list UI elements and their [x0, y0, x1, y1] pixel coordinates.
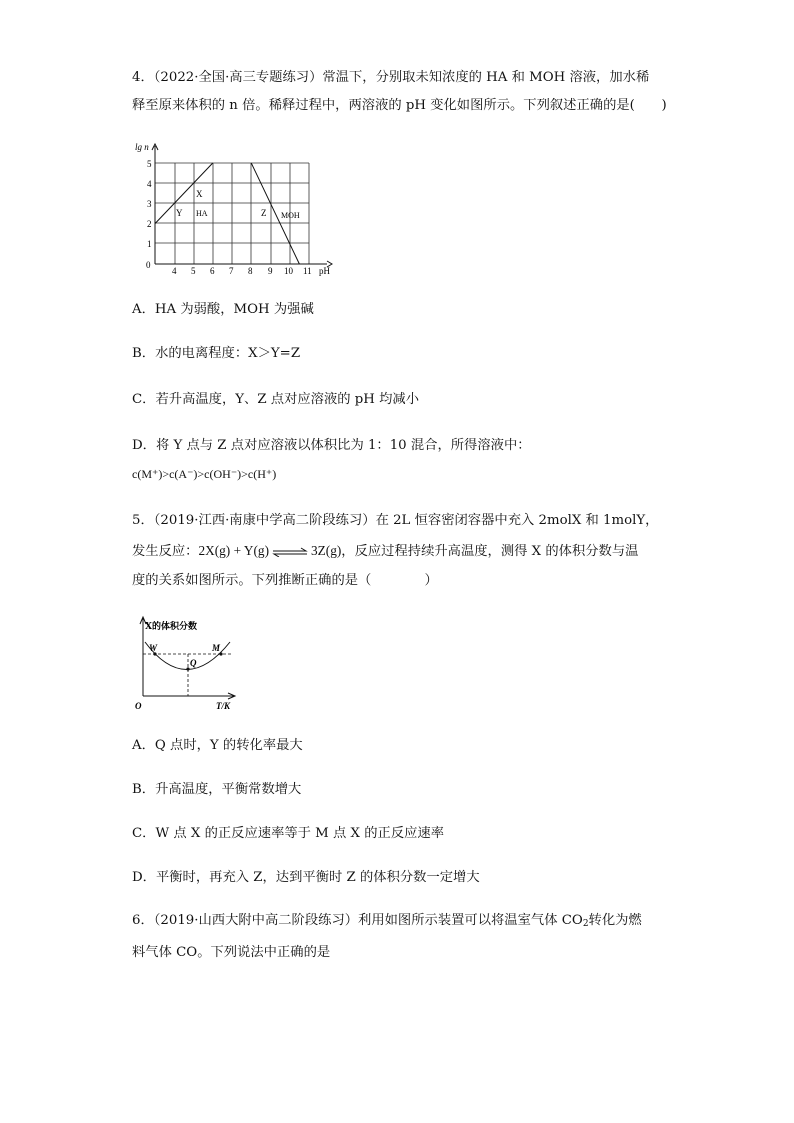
q4-option-d: D．将 Y 点与 Z 点对应溶液以体积比为 1：10 混合，所得溶液中：	[132, 438, 531, 453]
q4-option-c: C．若升高温度，Y、Z 点对应溶液的 pH 均减小	[132, 392, 420, 407]
q5-source: （2019·江西·南康中学高二阶段练习）	[153, 513, 376, 528]
q4-moh-label: MOH	[281, 211, 300, 220]
q4-number: 4．	[132, 70, 154, 85]
q4-ph-chart	[130, 136, 345, 278]
reversible-arrow-icon	[272, 547, 308, 557]
q5-x-axis-label: T/K	[216, 701, 231, 711]
q5-stem-suffix: ，反应过程持续升高温度，测得 X 的体积分数与温	[341, 544, 639, 559]
q4-origin-label: 0	[146, 260, 151, 270]
q4-y-tick: 5	[147, 159, 152, 169]
q6-source: （2019·山西大附中高二阶段练习）	[153, 913, 359, 928]
q4-x-tick: 10	[284, 266, 293, 276]
q4-x-tick: 6	[210, 266, 215, 276]
q5-origin-label: O	[135, 701, 142, 711]
q4-x-tick: 8	[248, 266, 253, 276]
q4-y-tick: 2	[147, 219, 152, 229]
q6-stem-subscript: 2	[582, 919, 589, 929]
q4-stem-line-2: 释至原来体积的 n 倍。稀释过程中，两溶液的 pH 变化如图所示。下列叙述正确的是( )	[132, 98, 667, 113]
q5-volume-fraction-chart	[130, 612, 245, 712]
q4-y-tick: 1	[147, 239, 152, 249]
q5-number: 5．	[132, 513, 154, 528]
q5-stem-line-3: 度的关系如图所示。下列推断正确的是（ ）	[132, 573, 438, 588]
q4-point-z-label: Z	[261, 208, 267, 218]
q5-point-w-label: W	[149, 643, 158, 653]
q4-ha-label: HA	[196, 209, 208, 218]
q6-stem-text-b: 转化为燃	[588, 913, 642, 928]
q4-y-tick: 4	[147, 179, 152, 189]
q4-option-d-expression: c(M⁺)>c(A⁻)>c(OH⁻)>c(H⁺)	[132, 467, 277, 481]
q4-option-b: B．水的电离程度：X＞Y=Z	[132, 346, 301, 361]
q4-y-tick: 3	[147, 199, 152, 209]
q5-stem-prefix: 发生反应：	[132, 544, 199, 559]
q5-option-a: A．Q 点时，Y 的转化率最大	[132, 738, 303, 753]
q5-stem-text: 在 2L 恒容密闭容器中充入 2molX 和 1molY，	[375, 513, 659, 528]
q5-stem-line-1	[132, 511, 658, 531]
q6-stem-text-a: 利用如图所示装置可以将温室气体 CO	[358, 913, 583, 928]
q6-stem-line-2: 料气体 CO。下列说法中正确的是	[132, 945, 331, 960]
q5-option-c: C．W 点 X 的正反应速率等于 M 点 X 的正反应速率	[132, 826, 445, 841]
q4-source: （2022·全国·高三专题练习）	[153, 70, 323, 85]
q5-y-axis-label: X的体积分数	[145, 622, 197, 632]
q4-stem-text: 常温下，分别取未知浓度的 HA 和 MOH 溶液，加水稀	[322, 70, 650, 85]
q4-point-x-label: X	[196, 189, 203, 199]
q4-x-tick: 5	[191, 266, 196, 276]
q4-y-axis-label: lg n	[135, 142, 149, 152]
q4-point-y-label: Y	[176, 208, 183, 218]
q4-x-tick: 11	[303, 266, 312, 276]
q5-point-m-label: M	[212, 643, 221, 653]
q4-x-axis-label: pH	[319, 266, 330, 276]
q4-option-a: A．HA 为弱酸，MOH 为强碱	[132, 302, 314, 317]
q6-stem-line-1	[132, 911, 642, 931]
q4-stem-line-1	[132, 68, 649, 88]
q5-stem-line-2	[132, 541, 638, 562]
q5-option-d: D．平衡时，再充入 Z，达到平衡时 Z 的体积分数一定增大	[132, 870, 480, 885]
q5-option-b: B．升高温度，平衡常数增大	[132, 782, 302, 797]
q4-x-tick: 4	[172, 266, 177, 276]
q6-number: 6．	[132, 913, 154, 928]
q5-equation-left: 2X(g) + Y(g)	[198, 543, 270, 558]
q4-x-tick: 7	[229, 266, 234, 276]
q4-x-tick: 9	[268, 266, 273, 276]
q5-point-q-label: Q	[190, 658, 197, 668]
q5-equation-right: 3Z(g)	[311, 543, 342, 558]
